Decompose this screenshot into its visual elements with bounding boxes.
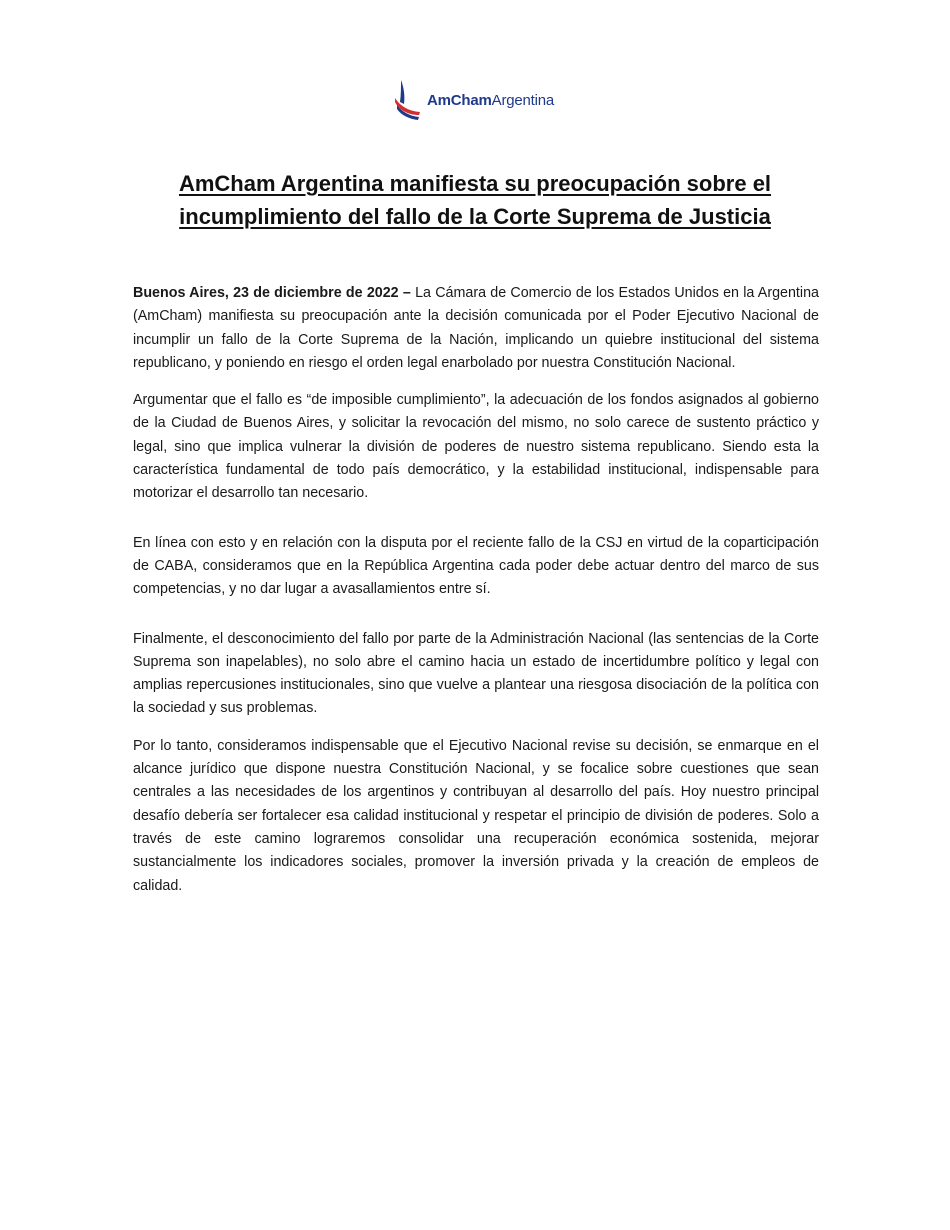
amcham-eagle-icon: [392, 78, 422, 122]
paragraph-2: Argumentar que el fallo es “de imposible cumplimiento”, la adecuación de los fondos asignados al gobierno de la Ciudad de Buenos Aires, y solicitar la revocación del mismo, no solo carece de sustento práctico y legal, sino que implica vulnerar la división de poderes de nuestro sistema republicano. Siendo esta la característica fundamental de todo país democrático, y la estabilidad institucional, indispensable para motorizar el desarrollo tan necesario.: [133, 392, 819, 502]
paragraph-5: Por lo tanto, consideramos indispensable que el Ejecutivo Nacional revise su decisión, se enmarque en el alcance jurídico que dispone nuestra Constitución Nacional, y se focalice sobre cuestiones que sean centrales a las necesidades de los argentinos y contribuyan al desarrollo del país. Hoy nuestro principal desafío debería ser fortalecer esa calidad institucional y respetar el principio de división de poderes. Solo a través de este camino lograremos consolidar una recuperación económica sostenida, mejorar sustancialmente los indicadores sociales, promover la inversión privada y la creación de empleos de calidad.: [133, 737, 819, 894]
paragraph-3: En línea con esto y en relación con la disputa por el reciente fallo de la CSJ en virtud de la coparticipación de CABA, consideramos que en la República Argentina cada poder debe actuar dentro del marco de sus competencias, y no dar lugar a avasallamientos entre sí.: [133, 534, 819, 598]
paragraph-1: [133, 282, 819, 375]
logo-wordmark: [427, 92, 554, 109]
logo-brand-bold: AmCham: [427, 91, 492, 109]
logo-brand-light: Argentina: [491, 91, 555, 109]
amcham-logo: [392, 78, 554, 122]
paragraph-4: Finalmente, el desconocimiento del fallo por parte de la Administración Nacional (las sentencias de la Corte Suprema son inapelables), no solo abre el camino hacia un estado de incertidumbre político y legal con amplias repercusiones institucionales, sino que vuelve a plantear una riesgosa disociación de la política con la sociedad y sus problemas.: [133, 630, 819, 717]
dateline: Buenos Aires, 23 de diciembre de 2022 –: [133, 285, 411, 301]
press-release-headline: AmCham Argentina manifiesta su preocupación sobre el incumplimiento del fallo de la Corte Suprema de Justicia: [178, 171, 772, 229]
paragraph-1-text: La Cámara de Comercio de los Estados Unidos en la Argentina (AmCham) manifiesta su preocupación ante la decisión comunicada por el Poder Ejecutivo Nacional de incumplir un fallo de la Corte Suprema de la Nación, implicando un quiebre institucional del sistema republicano, y poniendo en riesgo el orden legal enarbolado por nuestra Constitución Nacional.: [133, 285, 819, 371]
press-release-body: [133, 282, 819, 912]
